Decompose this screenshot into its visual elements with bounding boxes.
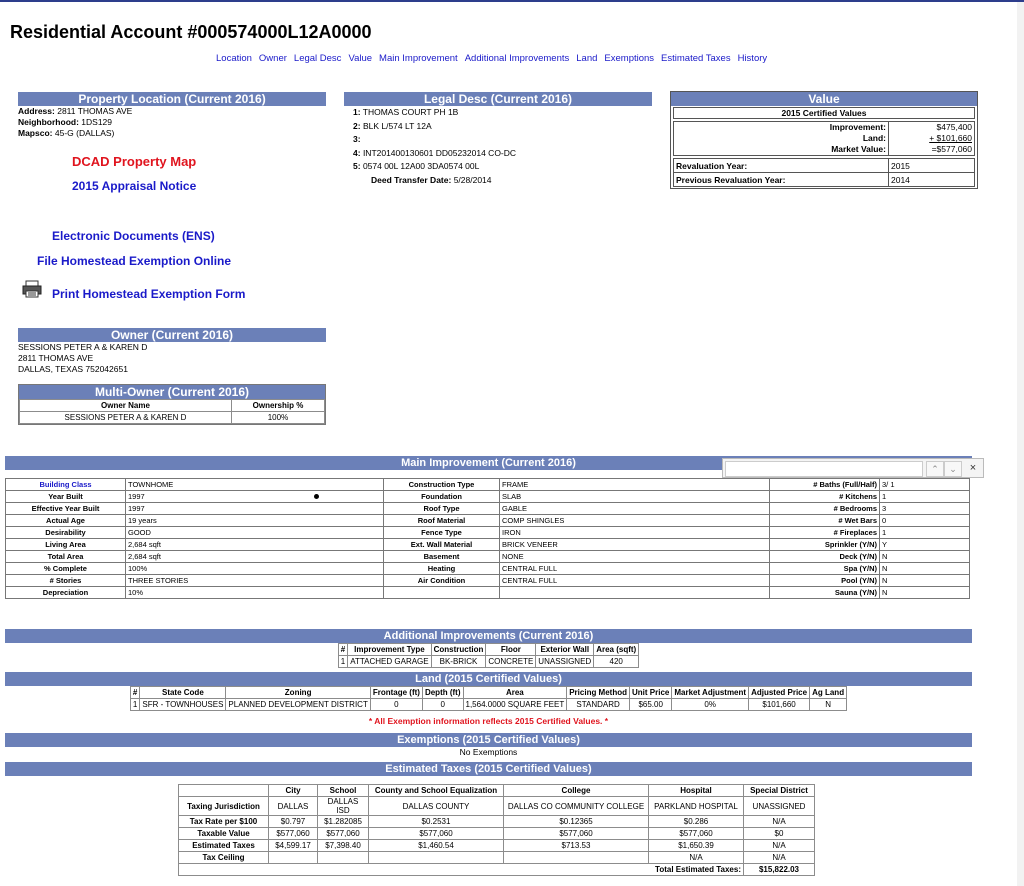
cell: DALLAS CO COMMUNITY COLLEGE [504, 797, 649, 816]
cell: $0 [744, 828, 815, 840]
cell: DALLAS COUNTY [369, 797, 504, 816]
find-close-icon[interactable]: × [969, 462, 977, 474]
nav-legal-desc[interactable]: Legal Desc [293, 53, 342, 64]
improvement-key: # Wet Bars [770, 515, 880, 527]
tax-row [179, 797, 815, 816]
exemption-note: * All Exemption information reflects 2015 Certified Values. * [368, 716, 609, 726]
exemptions-header: Exemptions (2015 Certified Values) [5, 733, 972, 747]
improvement-key: # Fireplaces [770, 527, 880, 539]
additional-improvements-section [5, 629, 972, 668]
exemptions-text: No Exemptions [459, 747, 518, 757]
improvement-key: Construction Type [384, 479, 500, 491]
improvement-value: 100% [126, 563, 384, 575]
column-header: Special District [744, 785, 815, 797]
land-value: + $101,660 [929, 133, 972, 143]
tax-row [179, 852, 815, 864]
cell: Taxing Jurisdiction [179, 797, 269, 816]
cell: $1.282085 [318, 816, 369, 828]
prev-revaluation-year-label: Previous Revaluation Year: [674, 173, 889, 187]
nav-location[interactable]: Location [216, 53, 252, 64]
cell: $577,060 [318, 828, 369, 840]
column-header: Market Adjustment [672, 687, 749, 699]
column-header: Construction [431, 644, 486, 656]
improvement-value: COMP SHINGLES [500, 515, 770, 527]
cell: $1,460.54 [369, 840, 504, 852]
cell: UNASSIGNED [744, 797, 815, 816]
value-header: Value [671, 92, 977, 106]
legal-desc-section [344, 92, 652, 187]
neighborhood-label: Neighborhood: [18, 117, 79, 127]
improvement-value: N [880, 563, 970, 575]
improvement-row [6, 503, 970, 515]
cell: Estimated Taxes [179, 840, 269, 852]
tax-row [179, 816, 815, 828]
estimated-taxes-section [5, 762, 972, 876]
improvement-value [500, 587, 770, 599]
improvement-value: THREE STORIES [126, 575, 384, 587]
cell: $101,660 [749, 699, 810, 711]
cell: $1,650.39 [649, 840, 744, 852]
land-table [130, 686, 847, 711]
column-header: Floor [486, 644, 536, 656]
improvement-value: NONE [500, 551, 770, 563]
cell: DALLAS [269, 797, 318, 816]
nav-additional-improvements[interactable]: Additional Improvements [464, 53, 570, 64]
estimated-taxes-header: Estimated Taxes (2015 Certified Values) [5, 762, 972, 776]
ens-link[interactable]: Electronic Documents (ENS) [52, 229, 215, 243]
improvement-value: 3/ 1 [880, 479, 970, 491]
improvement-row [6, 527, 970, 539]
cell: N [810, 699, 847, 711]
improvement-value: 2,684 sqft [126, 539, 384, 551]
legal-line-2: 2: BLK L/574 LT 12A [353, 120, 432, 131]
column-header: Frontage (ft) [370, 687, 422, 699]
improvement-key: Pool (Y/N) [770, 575, 880, 587]
total-taxes-row [179, 864, 815, 876]
column-header: Pricing Method [567, 687, 630, 699]
cell [504, 852, 649, 864]
improvement-key: Living Area [6, 539, 126, 551]
improvement-row [6, 563, 970, 575]
cell: 1 [338, 656, 347, 668]
column-header: Depth (ft) [422, 687, 463, 699]
printer-icon[interactable] [22, 280, 42, 300]
cell: Taxable Value [179, 828, 269, 840]
improvement-key: Heating [384, 563, 500, 575]
revaluation-year: 2015 [889, 159, 975, 173]
column-header: City [269, 785, 318, 797]
cursor-dot-icon [314, 494, 319, 499]
multi-owner-name: SESSIONS PETER A & KAREN D [20, 412, 232, 424]
improvement-key: Deck (Y/N) [770, 551, 880, 563]
cell: 0 [370, 699, 422, 711]
improvement-value: BRICK VENEER [500, 539, 770, 551]
improvement-key: Spa (Y/N) [770, 563, 880, 575]
estimated-taxes-table [178, 784, 815, 876]
cell: PLANNED DEVELOPMENT DISTRICT [226, 699, 370, 711]
improvement-label: Improvement: [829, 122, 886, 132]
improvement-key: Actual Age [6, 515, 126, 527]
column-header: Zoning [226, 687, 370, 699]
find-input[interactable] [725, 461, 923, 477]
multi-owner-pct: 100% [231, 412, 324, 424]
top-border [0, 0, 1024, 2]
column-header: # [130, 687, 139, 699]
improvement-value: Y [880, 539, 970, 551]
owner-header: Owner (Current 2016) [18, 328, 326, 342]
column-header: School [318, 785, 369, 797]
column-header: Unit Price [630, 687, 672, 699]
cell: Tax Rate per $100 [179, 816, 269, 828]
cell: 0 [422, 699, 463, 711]
cell: $713.53 [504, 840, 649, 852]
improvement-value: N [880, 551, 970, 563]
improvement-value: $475,400 [936, 122, 972, 132]
cell: $65.00 [630, 699, 672, 711]
find-previous-icon[interactable]: ⌃ [926, 461, 944, 477]
improvement-row [6, 479, 970, 491]
mapsco-value: 45-G (DALLAS) [54, 128, 115, 138]
improvement-key [384, 587, 500, 599]
column-header: State Code [140, 687, 226, 699]
owner-city: DALLAS, TEXAS 752042651 [18, 364, 128, 374]
improvement-value: 19 years [126, 515, 384, 527]
column-header: County and School Equalization [369, 785, 504, 797]
page-scrollbar[interactable] [1017, 2, 1024, 886]
cell [269, 852, 318, 864]
deed-transfer-date: 5/28/2014 [453, 174, 492, 185]
improvement-key: Year Built [6, 491, 126, 503]
total-taxes-value: $15,822.03 [744, 864, 815, 876]
land-label: Land: [862, 133, 886, 143]
multi-owner-section [18, 384, 326, 425]
improvement-key: Fence Type [384, 527, 500, 539]
main-improvement-table [5, 478, 970, 599]
improvement-key: # Baths (Full/Half) [770, 479, 880, 491]
cell: SFR - TOWNHOUSES [140, 699, 226, 711]
cell: ATTACHED GARAGE [348, 656, 431, 668]
improvement-key: # Bedrooms [770, 503, 880, 515]
exemptions-section [5, 733, 972, 757]
market-value: =$577,060 [931, 144, 972, 154]
legal-line-4: 4: INT201400130601 DD05232014 CO-DC [353, 147, 517, 158]
cell: 1,564.0000 SQUARE FEET [463, 699, 567, 711]
homestead-online-link[interactable]: File Homestead Exemption Online [37, 254, 232, 268]
cell: $577,060 [649, 828, 744, 840]
nav-history[interactable]: History [737, 53, 768, 64]
column-header: Exterior Wall [536, 644, 594, 656]
dcad-property-map-link[interactable]: DCAD Property Map [72, 154, 197, 169]
column-header: Improvement Type [348, 644, 431, 656]
cell: $0.2531 [369, 816, 504, 828]
cell: CONCRETE [486, 656, 536, 668]
improvement-value: 1997 [126, 503, 384, 515]
total-taxes-label: Total Estimated Taxes: [179, 864, 744, 876]
page-title: Residential Account #000574000L12A0000 [10, 22, 372, 42]
improvement-value: 2,684 sqft [126, 551, 384, 563]
improvement-key: Sauna (Y/N) [770, 587, 880, 599]
improvement-value: GOOD [126, 527, 384, 539]
address-value: 2811 THOMAS AVE [57, 106, 133, 116]
improvement-value: 0 [880, 515, 970, 527]
column-header [179, 785, 269, 797]
mapsco-label: Mapsco: [18, 128, 53, 138]
market-value-label: Market Value: [831, 144, 886, 154]
owner-street: 2811 THOMAS AVE [18, 353, 94, 363]
improvement-value: FRAME [500, 479, 770, 491]
improvement-value: N [880, 587, 970, 599]
cell: STANDARD [567, 699, 630, 711]
cell: N/A [744, 840, 815, 852]
column-header: # [338, 644, 347, 656]
cell: $4,599.17 [269, 840, 318, 852]
improvement-key: # Stories [6, 575, 126, 587]
property-location-section [18, 92, 326, 139]
cell: PARKLAND HOSPITAL [649, 797, 744, 816]
improvement-row [6, 515, 970, 527]
legal-line-1: 1: THOMAS COURT PH 1B [353, 107, 459, 117]
land-header: Land (2015 Certified Values) [5, 672, 972, 686]
tax-row [179, 840, 815, 852]
cell: DALLAS ISD [318, 797, 369, 816]
nav-estimated-taxes[interactable]: Estimated Taxes [661, 53, 731, 64]
nav-land[interactable]: Land [576, 53, 598, 64]
cell: $577,060 [504, 828, 649, 840]
improvement-key: # Kitchens [770, 491, 880, 503]
cell: N/A [744, 816, 815, 828]
improvement-key: Desirability [6, 527, 126, 539]
cell: N/A [649, 852, 744, 864]
improvement-row [6, 539, 970, 551]
cell: $0.797 [269, 816, 318, 828]
improvement-key: Basement [384, 551, 500, 563]
column-header: Ag Land [810, 687, 847, 699]
find-bar [722, 458, 984, 478]
improvement-key: Total Area [6, 551, 126, 563]
cell: Tax Ceiling [179, 852, 269, 864]
find-next-icon[interactable]: ⌄ [944, 461, 962, 477]
improvement-key: Roof Material [384, 515, 500, 527]
column-header: College [504, 785, 649, 797]
nav-exemptions[interactable]: Exemptions [604, 53, 655, 64]
legal-line-5: 5: 0574 00L 12A00 3DA0574 00L [353, 161, 480, 171]
column-header: Hospital [649, 785, 744, 797]
address-label: Address: [18, 106, 55, 116]
column-header: Area (sqft) [594, 644, 639, 656]
improvement-key: Foundation [384, 491, 500, 503]
improvement-key: Sprinkler (Y/N) [770, 539, 880, 551]
nav-owner[interactable]: Owner [258, 53, 287, 64]
prev-revaluation-year: 2014 [889, 173, 975, 187]
cell: $0.12365 [504, 816, 649, 828]
land-section [5, 672, 972, 711]
appraisal-notice-link[interactable]: 2015 Appraisal Notice [72, 179, 197, 193]
owner-section [18, 328, 326, 375]
certified-values-subheader: 2015 Certified Values [674, 108, 975, 119]
nav-value[interactable]: Value [348, 53, 373, 64]
tax-row-header-row [179, 785, 815, 797]
improvement-value: 1 [880, 527, 970, 539]
improvement-value: 1 [880, 491, 970, 503]
improvement-row [6, 575, 970, 587]
cell [369, 852, 504, 864]
improvement-value: CENTRAL FULL [500, 575, 770, 587]
land-row-header-row [130, 687, 846, 699]
improvement-value: SLAB [500, 491, 770, 503]
cell: UNASSIGNED [536, 656, 594, 668]
section-nav [216, 53, 774, 64]
additional-improvements-table [338, 643, 639, 668]
additional-improvement-row [338, 656, 638, 668]
improvement-value: GABLE [500, 503, 770, 515]
cell [318, 852, 369, 864]
deed-transfer-label: Deed Transfer Date: [371, 174, 452, 185]
neighborhood-value: 1DS129 [81, 117, 112, 127]
improvement-row [6, 551, 970, 563]
column-header: Adjusted Price [749, 687, 810, 699]
owner-name: SESSIONS PETER A & KAREN D [18, 342, 148, 352]
improvement-key: Air Condition [384, 575, 500, 587]
value-section [670, 91, 978, 189]
land-row [130, 699, 846, 711]
improvement-key: Ext. Wall Material [384, 539, 500, 551]
legal-desc-header: Legal Desc (Current 2016) [344, 92, 652, 106]
tax-row [179, 828, 815, 840]
cell: N/A [744, 852, 815, 864]
improvement-value: 10% [126, 587, 384, 599]
column-header: Area [463, 687, 567, 699]
nav-main-improvement[interactable]: Main Improvement [379, 53, 458, 64]
additional-improvement-row-header-row [338, 644, 638, 656]
cell: BK-BRICK [431, 656, 486, 668]
improvement-value: TOWNHOME [126, 479, 384, 491]
improvement-row [6, 587, 970, 599]
improvement-key: Effective Year Built [6, 503, 126, 515]
improvement-value: CENTRAL FULL [500, 563, 770, 575]
cell: $577,060 [269, 828, 318, 840]
additional-improvements-header: Additional Improvements (Current 2016) [5, 629, 972, 643]
improvement-value: 3 [880, 503, 970, 515]
legal-line-3: 3: [353, 134, 361, 144]
improvement-value: 1997 [126, 491, 384, 503]
homestead-form-link[interactable]: Print Homestead Exemption Form [52, 287, 246, 301]
cell: 0% [672, 699, 749, 711]
improvement-key: Depreciation [6, 587, 126, 599]
improvement-key: Roof Type [384, 503, 500, 515]
revaluation-year-label: Revaluation Year: [674, 159, 889, 173]
improvement-value: IRON [500, 527, 770, 539]
improvement-row [6, 491, 970, 503]
building-class-link[interactable]: Building Class [6, 479, 126, 491]
improvement-key: % Complete [6, 563, 126, 575]
cell: $577,060 [369, 828, 504, 840]
ownership-col: Ownership % [231, 400, 324, 412]
owner-name-col: Owner Name [20, 400, 232, 412]
cell: $7,398.40 [318, 840, 369, 852]
multi-owner-header: Multi-Owner (Current 2016) [19, 385, 325, 399]
property-location-header: Property Location (Current 2016) [18, 92, 326, 106]
cell: 420 [594, 656, 639, 668]
improvement-value: N [880, 575, 970, 587]
main-improvement-header: Main Improvement (Current 2016) [5, 456, 972, 470]
cell: 1 [130, 699, 139, 711]
cell: $0.286 [649, 816, 744, 828]
